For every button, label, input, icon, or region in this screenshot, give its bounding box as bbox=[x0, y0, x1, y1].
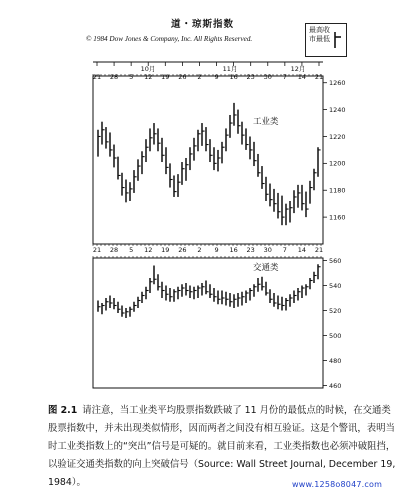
top-date-tick-label: 2 bbox=[197, 73, 202, 81]
chart-frame bbox=[93, 62, 323, 388]
transport-y-tick-label: 520 bbox=[329, 306, 342, 315]
caption-text: 请注意，当工业类平均股票指数跌破了 11 月份的最低点的时候，在交通类股票指数中，并未出现类似情形，因而两者之间没有相互验证。这是个警讯，表明当时工业类指数上的“突出”信号是可疑的。就目前来看，工业类指数也必须冲破阻挡，以验证交通类指数的向上突破信号（Source: Wall Street Journal, December 19, 1984）。 bbox=[48, 405, 396, 488]
axis-labels bbox=[93, 65, 346, 390]
industrial-y-tick-label: 1180 bbox=[329, 186, 346, 195]
industrial-y-tick-label: 1260 bbox=[329, 79, 346, 88]
bottom-date-tick-label: 26 bbox=[178, 246, 187, 254]
transport-y-tick-label: 560 bbox=[329, 256, 342, 265]
top-date-tick-label: 5 bbox=[129, 73, 134, 81]
bottom-date-tick-label: 12 bbox=[144, 246, 153, 254]
top-date-tick-label: 7 bbox=[282, 73, 287, 81]
legend-label: 最高收市最低 bbox=[309, 26, 330, 43]
bottom-date-tick-label: 2 bbox=[197, 246, 202, 254]
industrial-y-tick-label: 1220 bbox=[329, 132, 346, 141]
bottom-date-tick-label: 16 bbox=[229, 246, 238, 254]
industrial-bars bbox=[98, 103, 321, 225]
watermark-text: www.1258o8047.com bbox=[292, 480, 383, 489]
top-date-tick-label: 30 bbox=[263, 73, 272, 81]
industrial-y-tick-label: 1200 bbox=[329, 159, 346, 168]
bottom-date-tick-label: 21 bbox=[314, 246, 324, 254]
bottom-date-tick-label: 9 bbox=[214, 246, 219, 254]
transport-y-tick-label: 480 bbox=[329, 356, 342, 365]
month-label: 11月 bbox=[222, 65, 238, 73]
chart-title: 道・琼斯指数 bbox=[170, 19, 234, 30]
bottom-date-tick-label: 30 bbox=[263, 246, 272, 254]
figure-caption bbox=[48, 402, 400, 492]
axis-ticks bbox=[93, 62, 327, 386]
transport-y-tick-label: 540 bbox=[329, 281, 342, 290]
bottom-date-tick-label: 28 bbox=[109, 246, 119, 254]
top-date-tick-label: 23 bbox=[246, 73, 255, 81]
bottom-date-tick-label: 7 bbox=[282, 246, 287, 254]
bottom-date-tick-label: 19 bbox=[161, 246, 170, 254]
top-date-tick-label: 12 bbox=[144, 73, 153, 81]
copyright-notice: © 1984 Dow Jones & Company, Inc. All Rights Reserved. bbox=[86, 35, 253, 43]
month-label: 12月 bbox=[290, 65, 306, 73]
top-date-tick-label: 26 bbox=[178, 73, 187, 81]
top-date-tick-label: 19 bbox=[161, 73, 170, 81]
transport-panel-title: 交通类 bbox=[253, 263, 279, 273]
transport-y-tick-label: 500 bbox=[329, 331, 342, 340]
bottom-date-tick-label: 14 bbox=[297, 246, 307, 254]
industrial-panel-frame bbox=[93, 76, 323, 244]
top-date-tick-label: 28 bbox=[109, 73, 119, 81]
bottom-date-tick-label: 23 bbox=[246, 246, 255, 254]
top-date-tick-label: 9 bbox=[214, 73, 219, 81]
bottom-date-tick-label: 21 bbox=[92, 246, 102, 254]
transport-panel-frame bbox=[93, 258, 323, 388]
industrial-y-tick-label: 1160 bbox=[329, 213, 346, 222]
top-date-tick-label: 14 bbox=[297, 73, 307, 81]
figure-label: 图 2.1 bbox=[48, 405, 78, 416]
industrial-panel-title: 工业类 bbox=[253, 117, 279, 127]
top-date-tick-label: 21 bbox=[92, 73, 102, 81]
bottom-date-tick-label: 5 bbox=[129, 246, 134, 254]
top-date-tick-label: 16 bbox=[229, 73, 238, 81]
transport-bars bbox=[98, 264, 321, 318]
transport-y-tick-label: 460 bbox=[329, 381, 342, 390]
top-date-tick-label: 21 bbox=[314, 73, 324, 81]
month-label: 10月 bbox=[140, 65, 156, 73]
industrial-y-tick-label: 1240 bbox=[329, 105, 346, 114]
